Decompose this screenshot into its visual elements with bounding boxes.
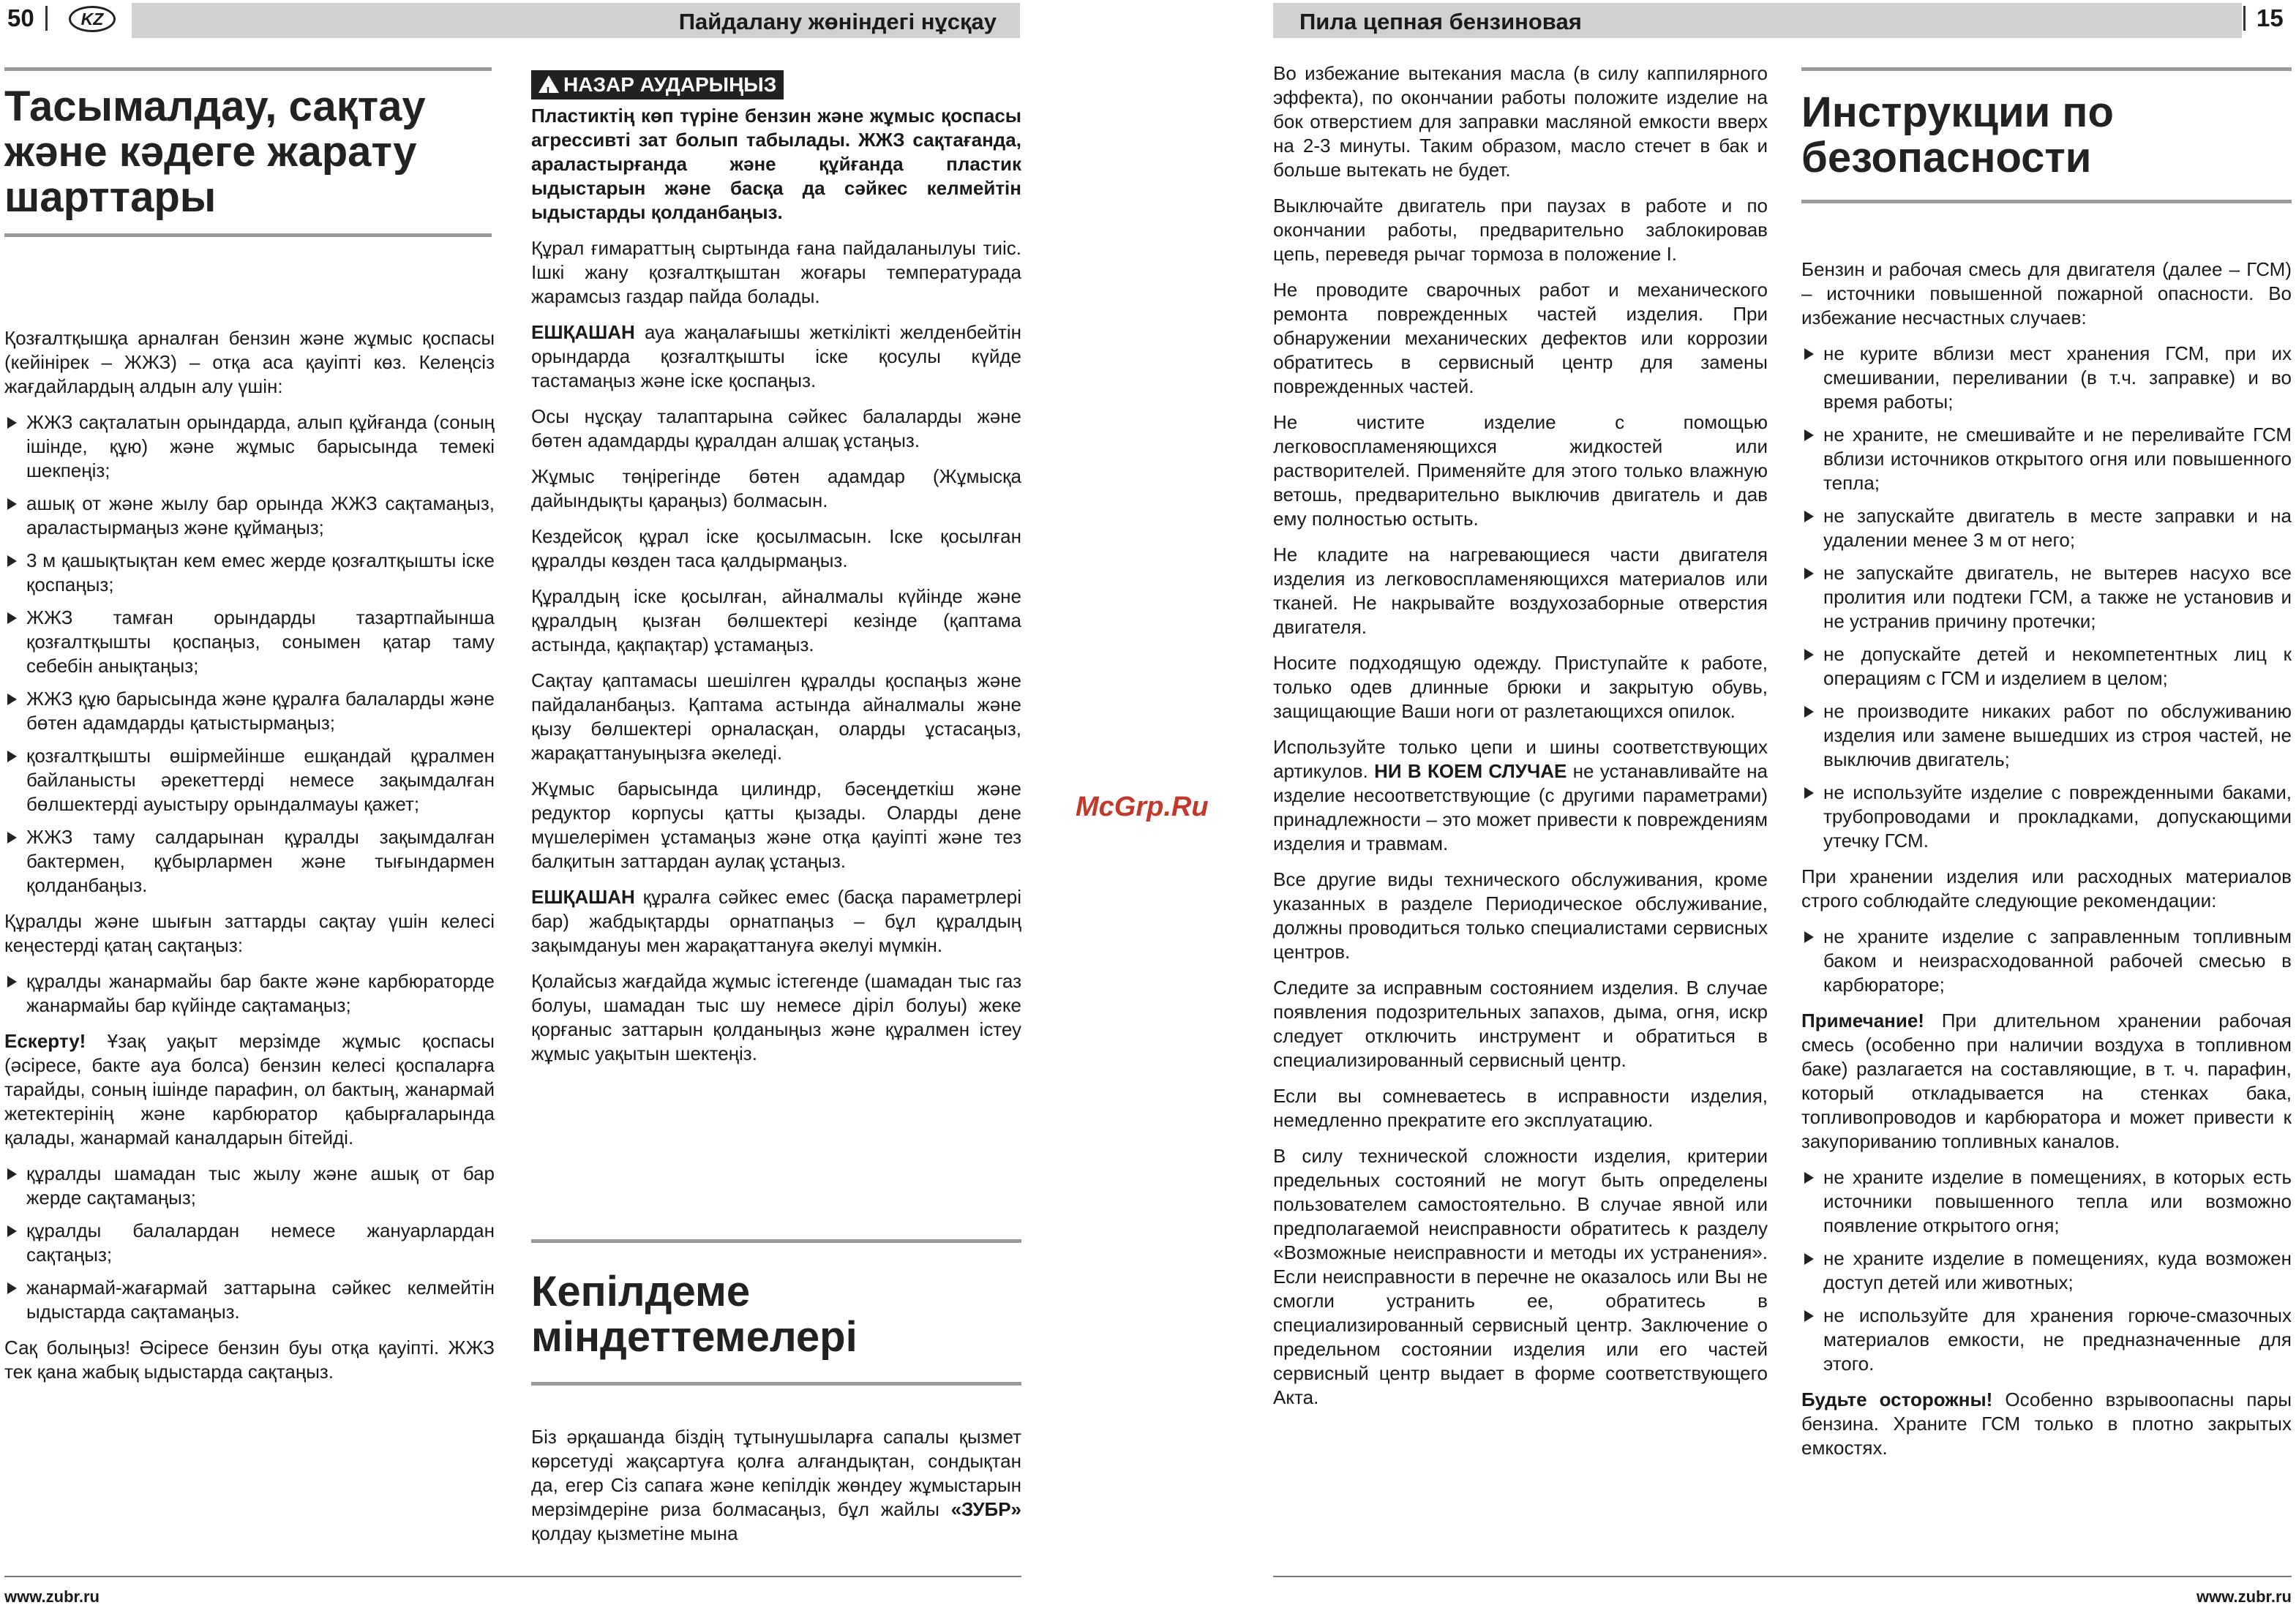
section-warranty (531, 1239, 1021, 1386)
note-paragraph (4, 1029, 495, 1150)
header-divider (45, 6, 48, 31)
paragraph: Следите за исправным состоянием изделия. В случае появления подозрительных запахов, дыма, огня, искр следует отключить инструмент и обратиться в специализированный сервисный центр. (1273, 977, 1768, 1071)
footer-rule (4, 1576, 1021, 1577)
warning-text: Пластиктің көп түріне бензин және жұмыс қоспасы агрессивті зат болып табылады. ЖЖЗ сақтағанда, араластырғанда және құйғанда пластик ыдыстарын және басқа да сәйкес келмейтін ыдыстарды қолданбаңыз. (531, 105, 1021, 223)
note-text: При длительном хранении рабочая смесь (особенно при наличии воздуха в топливном баке) разлагается на составляющие, в т. ч. парафин, который откладывается на стенках бака, топливопроводов и карбюратора и может привести к закупориванию топливных каналов. (1801, 1010, 2292, 1152)
left-header-title: Пайдалану жөніндегі нұсқау (678, 9, 997, 34)
title-rule-top (4, 67, 492, 71)
storage-list-2 (1801, 1165, 2292, 1376)
warning-label: НАЗАР АУДАРЫҢЫЗ (563, 73, 777, 96)
paragraph (531, 885, 1021, 958)
list-item: не храните изделие в помещениях, в которых есть источники повышенного тепла или возможно появление открытого огня; (1801, 1165, 2292, 1238)
lang-badge: KZ (69, 6, 116, 32)
emphasis: ЕШҚАШАН (531, 886, 635, 908)
safety-list (1801, 342, 2292, 853)
brand-name: «ЗУБР» (950, 1498, 1021, 1520)
emphasis: НИ В КОЕМ СЛУЧАЕ (1374, 760, 1567, 782)
footer-rule (1273, 1576, 2292, 1577)
paragraph: Не кладите на нагревающиеся части двигателя изделия из легковоспламеняющихся материалов или тканей. Не накрывайте воздухозаборные отверстия двигателя. (1273, 544, 1768, 638)
right-header-title: Пила цепная бензиновая (1299, 9, 1582, 34)
intro-paragraph: Бензин и рабочая смесь для двигателя (далее – ГСМ) – источники повышенной пожарной опасности. Во избежание несчастных случаев: (1801, 258, 2292, 328)
paragraph: В силу технической сложности изделия, критерии предельных состояний не могут быть определены пользователем самостоятельно. В случае явной или предполагаемой неисправности обратитесь к разделу «Возможные неисправности и методы их устранения». Если неисправности в перечне не оказалось или Вы не смогли устранить ее, обратитесь в специализированный сервисный центр. Заключение о предельном состоянии изделия или его частей сервисный центр выдает в форме соответствующего Акта. (1273, 1145, 1768, 1408)
list-item: не допускайте детей и некомпетентных лиц к операциям с ГСМ и изделием в целом; (1801, 642, 2292, 691)
title-rule-top (1801, 67, 2292, 71)
column-2 (531, 70, 1021, 1078)
list-item: не используйте изделие с поврежденными баками, трубопроводами и прокладками, допускающими утечку ГСМ. (1801, 781, 2292, 853)
list-item: не запускайте двигатель, не вытерев насухо все пролития или подтеки ГСМ, а также не установив и не устранив причину протечки; (1801, 561, 2292, 634)
warning-banner (531, 70, 784, 99)
paragraph-text: құралға сәйкес емес (басқа параметрлері бар) жабдықтарды орнатпаңыз – бұл құралдың зақымдануы мен жарақаттануға әкелуі мүмкін. (531, 886, 1021, 956)
note-paragraph (1801, 1009, 2292, 1154)
paragraph: Во избежание вытекания масла (в силу каппилярного эффекта), по окончании работы положите изделие на бок отверстием для заправки масляной емкости вверх на 2-3 минуты. Таким образом, масло стечет в бак и больше вытекать не будет. (1273, 62, 1768, 181)
storage-list-2 (4, 1162, 495, 1324)
left-page-number: 50 (7, 4, 34, 31)
paragraph: Если вы сомневаетесь в исправности изделия, немедленно прекратите его эксплуатацию. (1273, 1085, 1768, 1131)
list-item: құралды шамадан тыс жылу және ашық от бар жерде сақтамаңыз; (4, 1162, 495, 1210)
paragraph: Не чистите изделие с помощью легковоспламеняющихся жидкостей или растворителей. Применяйте для этого только влажную ветошь, предварительно выключив двигатель и дав ему полностью остыть. (1273, 411, 1768, 530)
list-item: не используйте для хранения горюче-смазочных материалов емкости, не предназначенные для этого. (1801, 1304, 2292, 1376)
left-footer-url: www.zubr.ru (4, 1587, 100, 1606)
paragraph: Құрал ғимараттың сыртында ғана пайдаланылуы тиіс. Ішкі жану қозғалтқыштан жоғары температурада жарамсыз газдар пайда болады. (531, 237, 1021, 307)
paragraph: Выключайте двигатель при паузах в работе и по окончании работы, предварительно заблокировав цепь, переведя рычаг тормоза в положение I. (1273, 195, 1768, 265)
column-1 (4, 326, 495, 1396)
intro-paragraph: Қозғалтқышқа арналған бензин және жұмыс қоспасы (кейінірек – ЖЖЗ) – отқа аса қауіпті көз. Келеңсіз жағдайлардың алдын алу үшін: (4, 327, 495, 397)
paragraph-text: ауа жаңалағышы жеткілікті желденбейтін орындарда қозғалтқышты іске қосулы күйде тастамаңыз және іске қоспаңыз. (531, 321, 1021, 391)
paragraph: Кездейсоқ құрал іске қосылмасын. Іске қосылған құралды көзден таса қалдырмаңыз. (531, 525, 1021, 571)
column-4 (1801, 258, 2292, 1472)
list-item: не запускайте двигатель в месте заправки и на удалении менее 3 м от него; (1801, 504, 2292, 552)
title-rule-top (531, 1239, 1021, 1243)
final-label: Будьте осторожны! (1801, 1388, 1993, 1410)
section-title: Инструкции по безопасности (1801, 89, 2114, 181)
paragraph: Носите подходящую одежду. Приступайте к работе, только одев длинные брюки и закрытую обувь, защищающие Ваши ноги от разлетающихся опилок. (1273, 652, 1768, 722)
right-page-number: 15 (2256, 4, 2284, 31)
paragraph-text: не устанавливайте на изделие несоответствующие (с другими параметрами) принадлежности – это может привести к повреждениям изделия и травмам. (1273, 760, 1768, 854)
note-label: Ескерту! (4, 1030, 86, 1052)
paragraph-text: Используйте только цепи и шины соответствующих артикулов. (1273, 736, 1768, 782)
note-text: Ұзақ уақыт мерзімде жұмыс қоспасы (әсіресе, бакте ауа болса) бензин келесі қоспаларға тарайды, соның ішінде парафин, ол бактың, жанармай жетектерінің және карбюратор қабырғаларында қалады, жанармай каналдарын бітейді. (4, 1030, 495, 1149)
list-item: не храните, не смешивайте и не переливайте ГСМ вблизи источников открытого огня или повышенного тепла; (1801, 423, 2292, 495)
column-3 (1273, 61, 1768, 1421)
section-transport-storage (4, 67, 492, 237)
paragraph: Все другие виды технического обслуживания, кроме указанных в разделе Периодическое обслуживание, должны проводиться только специалистами сервисных центров. (1273, 868, 1768, 963)
paragraph: Қолайсыз жағдайда жұмыс істегенде (шамадан тыс газ болуы, шамадан тыс шу немесе діріл болуы) жеке қорғаныс заттарын қолданыңыз және құралмен істеу жұмыс уақытын шектеңіз. (531, 970, 1021, 1064)
list-item: құралды балалардан немесе жануарлардан сақтаңыз; (4, 1219, 495, 1267)
storage-list (1801, 925, 2292, 997)
paragraph (531, 1425, 1021, 1546)
paragraph: Жұмыс барысында цилиндр, бәсеңдеткіш және редуктор корпусы қатты қызады. Оларды дене мүшелерімен ұстамаңыз және отқа қауіпті және тез балқитын заттардан аулақ ұстаңыз. (531, 778, 1021, 872)
list-item: құралды жанармайы бар бакте және карбюраторде жанармайы бар күйінде сақтамаңыз; (4, 969, 495, 1018)
list-item: ЖЖЗ құю барысында және құралға балаларды және бөтен адамдарды қатыстырмаңыз; (4, 687, 495, 735)
list-item: не храните изделие с заправленным топливным баком и неизрасходованной рабочей смесью в карбюраторе; (1801, 925, 2292, 997)
final-paragraph: Сақ болыңыз! Әсіресе бензин буы отқа қауіпті. ЖЖЗ тек қана жабық ыдыстарда сақтаңыз. (4, 1337, 495, 1383)
title-rule-bottom (4, 233, 492, 237)
safety-list (4, 410, 495, 898)
final-text: Особенно взрывоопасны пары бензина. Храните ГСМ только в плотно закрытых емкостях. (1801, 1388, 2292, 1459)
list-item: қозғалтқышты өшірмейінше ешқандай құралмен байланысты әрекеттерді немесе зақымдалған бөлшектерді ауыстыру орындалмауы қажет; (4, 744, 495, 816)
warranty-text (531, 1425, 1021, 1557)
paragraph (1273, 735, 1768, 856)
list-item: ЖЖЗ таму салдарынан құралды зақымдалған бактермен, құбырлармен және тығындармен қолданбаңыз. (4, 825, 495, 898)
list-item: не производите никаких работ по обслуживанию изделия или замене вышедших из строя частей, не выключив двигатель; (1801, 699, 2292, 772)
final-paragraph (1801, 1388, 2292, 1460)
storage-list (4, 969, 495, 1018)
storage-intro: При хранении изделия или расходных материалов строго соблюдайте следующие рекомендации: (1801, 865, 2292, 912)
right-footer-url: www.zubr.ru (2196, 1587, 2292, 1606)
section-title: Тасымалдау, сақтау және кәдеге жарату шарттары (4, 83, 426, 221)
paragraph: Жұмыс төңірегінде бөтен адамдар (Жұмысқа дайындықты қараңыз) болмасын. (531, 465, 1021, 511)
list-item: не курите вблизи мест хранения ГСМ, при их смешивании, переливании (в т.ч. заправке) и во время работы; (1801, 342, 2292, 414)
header-divider (2243, 6, 2246, 31)
list-item: ЖЖЗ тамған орындарды тазартпайынша қозғалтқышты қоспаңыз, сонымен қатар таму себебін анықтаңыз; (4, 606, 495, 678)
emphasis: ЕШҚАШАН (531, 321, 635, 343)
paragraph: Осы нұсқау талаптарына сәйкес балаларды және бөтен адамдарды құралдан алшақ ұстаңыз. (531, 405, 1021, 451)
note-label: Примечание! (1801, 1010, 1924, 1031)
paragraph: Не проводите сварочных работ и механического ремонта поврежденных частей изделия. При обнаружении механических дефектов или коррозии обратитесь в сервисный центр для замены поврежденных частей. (1273, 279, 1768, 397)
paragraph: Құралдың іске қосылған, айналмалы күйінде және құралдың қызған бөлшектері кезінде (қаптама астында, қақпақтар) ұстамаңыз. (531, 585, 1021, 655)
title-rule-bottom (531, 1382, 1021, 1386)
section-safety-instructions (1801, 67, 2292, 203)
paragraph-text: Біз әрқашанда біздің тұтынушыларға сапалы қызмет көрсетуді жақсартуға қолға алғандықтан, сондықтан да, егер Сіз сапаға және кепілдік жөндеу жұмыстарын мерзімдеріне риза болмасаңыз, бұл жайлы (531, 1426, 1021, 1520)
list-item: 3 м қашықтықтан кем емес жерде қозғалтқышты іске қоспаңыз; (4, 549, 495, 597)
warning-icon: ! (539, 75, 559, 93)
list-item: ЖЖЗ сақталатын орындарда, алып құйғанда (соның ішінде, құю) және жұмыс барысында темекі шекпеңіз; (4, 410, 495, 483)
section-title: Кепілдеме міндеттемелері (531, 1268, 858, 1361)
paragraph: Сақтау қаптамасы шешілген құралды қоспаңыз және пайдаланбаңыз. Қаптама астында айналмалы және қызу бөлшектері орналасқан, оларды ұстасаңыз, жарақаттануыңызға әкеледі. (531, 669, 1021, 764)
list-item: ашық от және жылу бар орында ЖЖЗ сақтамаңыз, араластырмаңыз және құймаңыз; (4, 492, 495, 540)
storage-intro: Құралды және шығын заттарды сақтау үшін келесі кеңестерді қатаң сақтаңыз: (4, 910, 495, 956)
list-item: не храните изделие в помещениях, куда возможен доступ детей или животных; (1801, 1247, 2292, 1295)
paragraph (531, 320, 1021, 393)
title-rule-bottom (1801, 200, 2292, 203)
watermark: McGrp.Ru (1076, 792, 1209, 822)
paragraph-text: қолдау қызметіне мына (531, 1522, 738, 1544)
list-item: жанармай-жағармай заттарына сәйкес келмейтін ыдыстарда сақтамаңыз. (4, 1276, 495, 1324)
